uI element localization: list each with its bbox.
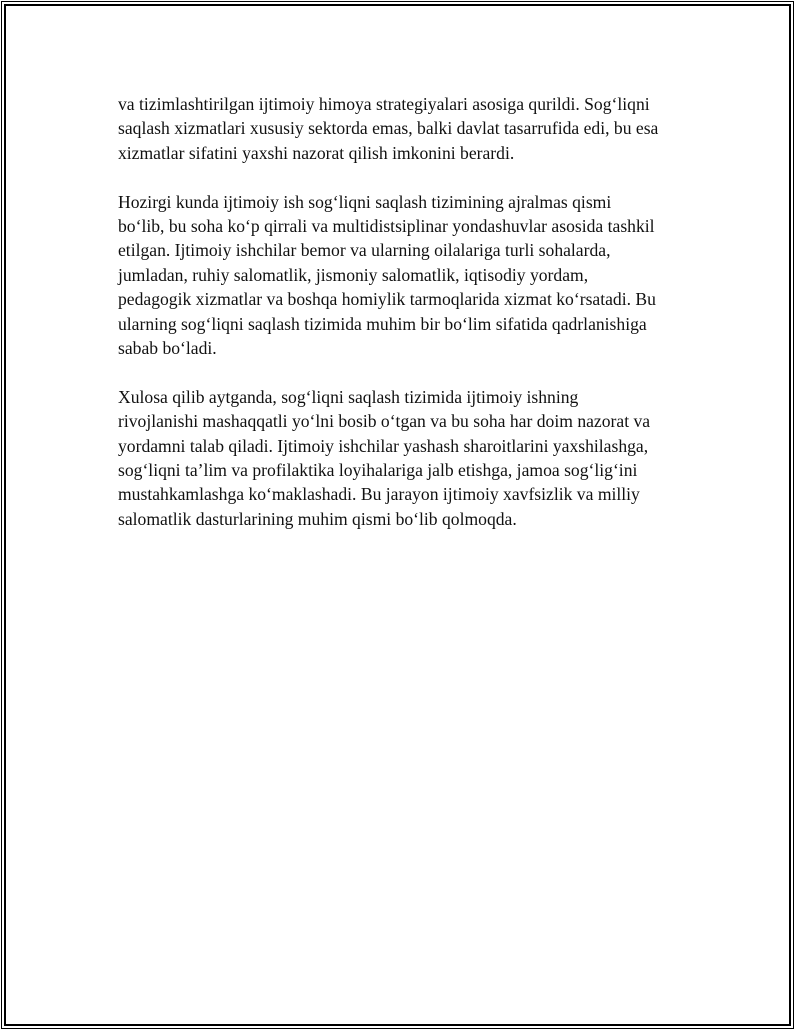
document-body xyxy=(118,92,693,556)
paragraph-3: Xulosa qilib aytganda, sog‘liqni saqlash tizimida ijtimoiy ishning rivojlanishi mashaqqatli yo‘lni bosib o‘tgan va bu soha har doim nazorat va yordamni talab qiladi. Ijtimoiy ishchilar yashash sharoitlarini yaxshilashga, sog‘liqni ta’lim va profilaktika loyihalariga jalb etishga, jamoa sog‘lig‘ini mustahkamlashga ko‘maklashadi. Bu jarayon ijtimoiy xavfsizlik va milliy salomatlik dasturlarining muhim qismi bo‘lib qolmoqda. xyxy=(118,386,651,529)
paragraph-2: Hozirgi kunda ijtimoiy ish sog‘liqni saqlash tizimining ajralmas qismi bo‘lib, bu soha ko‘p qirrali va multidistsiplinar yondashuvlar asosida tashkil etilgan. Ijtimoiy ishchilar bemor va ularning oilalariga turli sohalarda, jumladan, ruhiy salomatlik, jismoniy salomatlik, iqtisodiy yordam, pedagogik xizmatlar va boshqa homiylik tarmoqlarida xizmat ko‘rsatadi. Bu ularning sog‘liqni saqlash tizimida muhim bir bo‘lim sifatida qadrlanishiga sabab bo‘ladi. xyxy=(118,191,656,359)
paragraph-1: va tizimlashtirilgan ijtimoiy himoya strategiyalari asosiga qurildi. Sog‘liqni saqlash xizmatlari xususiy sektorda emas, balki davlat tasarrufida edi, bu esa xizmatlar sifatini yaxshi nazorat qilish imkonini berardi. xyxy=(118,94,659,163)
